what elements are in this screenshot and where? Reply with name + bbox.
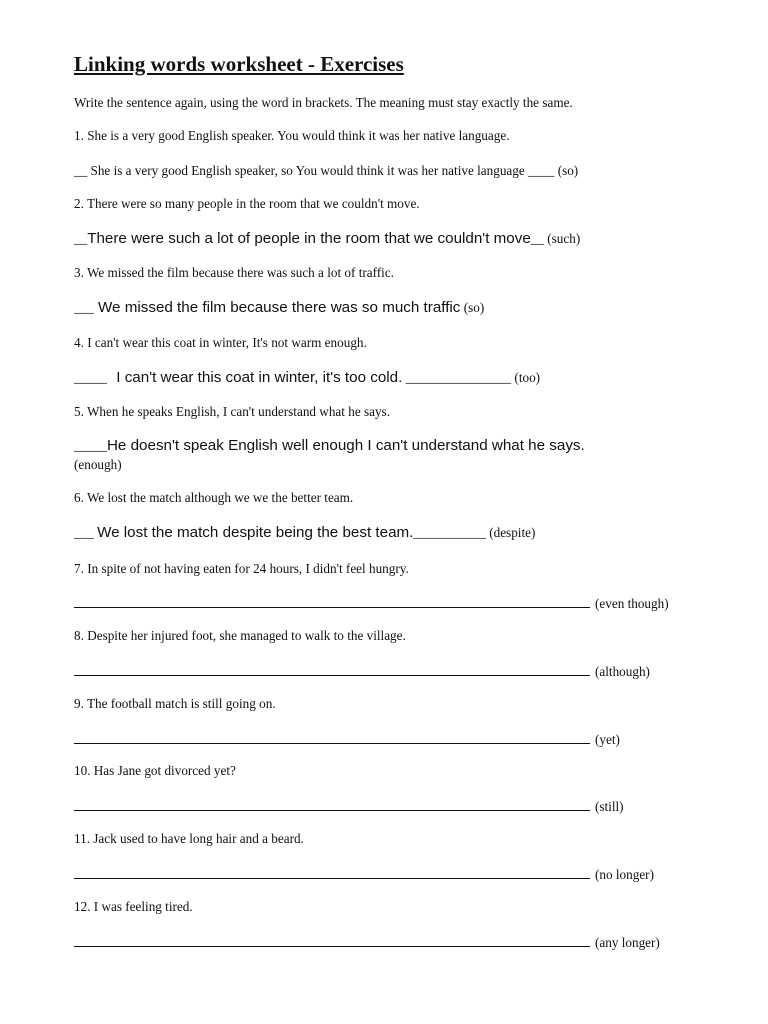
answer-7 <box>74 594 669 613</box>
keyword-2: (such) <box>547 231 581 246</box>
answer-6-prefix: ___ <box>74 525 94 540</box>
answer-2-text: There were such a lot of people in the room that we couldn't move <box>87 230 531 247</box>
answer-1-prefix: __ <box>74 163 88 178</box>
answer-2-prefix: __ <box>74 231 88 246</box>
keyword-3: (so) <box>463 300 485 315</box>
instructions: Write the sentence again, using the word in brackets. The meaning must stay exactly the same. <box>74 95 573 110</box>
question-3: 3. We missed the film because there was such a lot of traffic. <box>74 265 394 280</box>
answer-6-text: We lost the match despite being the best team. <box>97 524 414 541</box>
answer-blank-10[interactable] <box>74 797 590 811</box>
answer-4-text: I can't wear this coat in winter, it's too cold. <box>116 369 403 386</box>
worksheet-page <box>74 52 714 950</box>
answer-blank-8[interactable] <box>74 662 590 676</box>
keyword-7: (even though) <box>595 596 669 611</box>
answer-3 <box>74 299 484 317</box>
answer-2-suffix: __ <box>530 231 544 246</box>
answer-blank-12[interactable] <box>74 933 590 947</box>
answer-4 <box>74 369 540 387</box>
answer-8 <box>74 662 650 681</box>
question-5: 5. When he speaks English, I can't understand what he says. <box>74 404 390 419</box>
keyword-4: (too) <box>514 370 541 385</box>
keyword-10: (still) <box>595 799 624 814</box>
keyword-6: (despite) <box>489 525 536 540</box>
answer-1-suffix: ____ <box>528 163 555 178</box>
worksheet-title: Linking words worksheet - Exercises <box>74 52 404 76</box>
answer-1-text: She is a very good English speaker, so You would think it was her native language <box>87 163 529 178</box>
question-4: 4. I can't wear this coat in winter, It's not warm enough. <box>74 335 367 350</box>
answer-12 <box>74 933 660 952</box>
answer-1 <box>74 162 578 180</box>
answer-5-prefix: _____ <box>74 438 107 453</box>
question-7: 7. In spite of not having eaten for 24 hours, I didn't feel hungry. <box>74 561 409 576</box>
keyword-11: (no longer) <box>595 867 654 882</box>
answer-9 <box>74 730 620 749</box>
question-11: 11. Jack used to have long hair and a beard. <box>74 831 304 846</box>
question-6: 6. We lost the match although we we the better team. <box>74 490 354 505</box>
question-8: 8. Despite her injured foot, she managed to walk to the village. <box>74 628 406 643</box>
question-1: 1. She is a very good English speaker. You would think it was her native language. <box>74 128 510 143</box>
answer-5 <box>74 437 585 455</box>
answer-2 <box>74 230 580 248</box>
answer-6-suffix: ___________ <box>413 525 486 540</box>
answer-blank-7[interactable] <box>74 594 590 608</box>
answer-blank-11[interactable] <box>74 865 590 879</box>
keyword-1: (so) <box>557 163 579 178</box>
keyword-5: (enough) <box>74 457 122 472</box>
answer-4-suffix: ________________ <box>405 370 512 385</box>
answer-5-text: He doesn't speak English well enough I can't understand what he says. <box>106 437 585 454</box>
question-10: 10. Has Jane got divorced yet? <box>74 763 236 778</box>
keyword-9: (yet) <box>595 732 620 747</box>
question-2: 2. There were so many people in the room that we couldn't move. <box>74 196 420 211</box>
question-9: 9. The football match is still going on. <box>74 696 276 711</box>
answer-6 <box>74 524 535 542</box>
answer-blank-9[interactable] <box>74 730 590 744</box>
answer-4-prefix: _____ <box>74 370 107 385</box>
answer-11 <box>74 865 654 884</box>
keyword-12: (any longer) <box>595 935 660 950</box>
answer-3-text: We missed the film because there was so much traffic <box>93 299 461 316</box>
answer-10 <box>74 797 624 816</box>
answer-3-prefix: ___ <box>74 300 94 315</box>
keyword-8: (although) <box>595 664 650 679</box>
question-12: 12. I was feeling tired. <box>74 899 193 914</box>
